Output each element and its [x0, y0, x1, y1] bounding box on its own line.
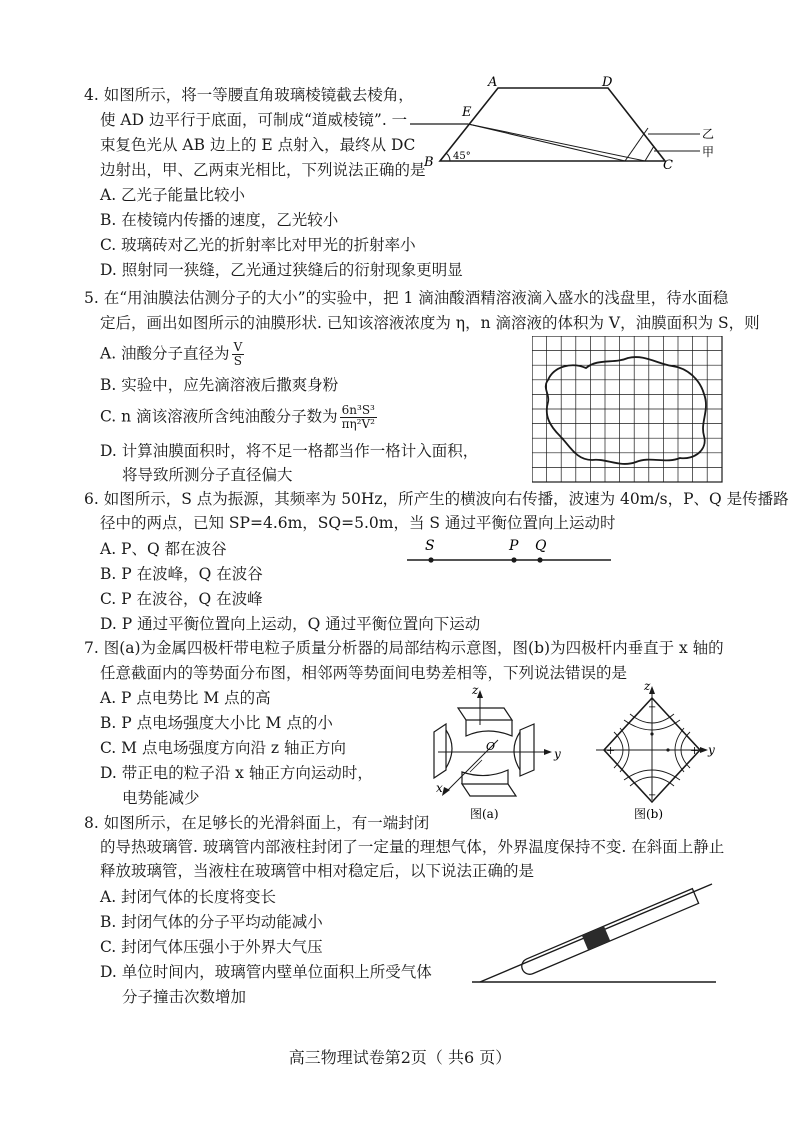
q8-stem-line-1: 8. 如图所示，在足够长的光滑斜面上，有一端封闭: [84, 814, 430, 832]
q7-fig-b-caption: 图(b): [634, 807, 664, 820]
q7-option-d: D. 带正电的粒子沿 x 轴正方向运动时，: [100, 764, 373, 782]
q4-label-a: A: [488, 76, 498, 90]
q7-option-a: A. P 点电势比 M 点的高: [100, 689, 271, 707]
q4-label-c: C: [663, 158, 673, 173]
q4-option-b: B. 在棱镜内传播的速度，乙光较小: [100, 211, 339, 229]
page-footer: 高三物理试卷第2页（ 共6 页）: [288, 1048, 512, 1067]
q5-option-c-fraction: [340, 404, 377, 431]
q4-stem-line-2: 使 AD 边平行于底面，可制成“道威棱镜”. 一: [100, 111, 408, 129]
q5-option-c-denominator: πη²V²: [341, 417, 375, 431]
q5-option-d-line-1: D. 计算油膜面积时，将不足一格都当作一格计入面积，: [100, 442, 479, 460]
q5-oil-film-grid: [532, 336, 724, 484]
q6-stem-line-1: 6. 如图所示，S 点为振源，其频率为 50Hz，所产生的横波向右传播，波速为 40m/s，P、Q 是传播路: [84, 490, 789, 508]
q7-stem-line-1: 7. 图(a)为金属四极杆带电粒子质量分析器的局部结构示意图，图(b)为四极杆内垂直于 x 轴的: [84, 639, 724, 657]
q7-b-label-z: z: [644, 680, 651, 693]
q7-a-label-y: y: [554, 747, 561, 761]
q5-option-a-fraction: [232, 341, 245, 368]
q4-label-angle: 45°: [453, 151, 471, 162]
q4-stem-line-4: 边射出，甲、乙两束光相比，下列说法正确的是: [100, 161, 426, 179]
q5-option-a-denominator: S: [233, 354, 243, 368]
q5-option-c-text: C. n 滴该溶液所含纯油酸分子数为: [100, 407, 338, 426]
q5-option-c-numerator: 6n³S³: [340, 404, 377, 418]
q4-label-jia: 甲: [702, 145, 715, 159]
q7-a-label-x: x: [436, 781, 443, 795]
q5-stem-line-2: 定后，画出如图所示的油膜形状. 已知该溶液浓度为 η，n 滴溶液的体积为 V，油膜面积为 S，则: [100, 314, 760, 332]
q4-option-d: D. 照射同一狭缝，乙光通过狭缝后的衍射现象更明显: [100, 261, 463, 279]
q5-option-a-numerator: V: [233, 340, 243, 354]
svg-text:+: +: [690, 744, 700, 757]
q7-option-c: C. M 点电场强度方向沿 z 轴正方向: [100, 739, 346, 757]
q6-option-b: B. P 在波峰，Q 在波谷: [100, 565, 263, 583]
q7-option-d-cont: 电势能减少: [122, 789, 200, 807]
q8-stem-line-3: 释放玻璃管，当液柱在玻璃管中相对稳定后，以下说法正确的是: [100, 862, 535, 880]
q6-label-p: P: [509, 538, 519, 554]
q4-label-d: D: [602, 76, 613, 90]
q6-label-s: S: [425, 538, 435, 554]
q6-wave-line-figure: [405, 536, 615, 572]
svg-text:+: +: [606, 744, 616, 757]
q6-option-c: C. P 在波谷，Q 在波峰: [100, 590, 263, 608]
q4-label-e: E: [462, 105, 472, 120]
q4-option-a: A. 乙光子能量比较小: [100, 186, 246, 204]
q8-option-d-cont: 分子撞击次数增加: [122, 988, 247, 1006]
q7-figure-a: [418, 680, 568, 820]
q5-option-c: [100, 404, 379, 431]
q8-option-b: B. 封闭气体的分子平均动能减小: [100, 913, 323, 931]
q7-stem-line-2: 任意截面内的等势面分布图，相邻两等势面间电势差相等，下列说法错误的是: [100, 664, 628, 682]
q7-b-label-y: y: [708, 743, 715, 757]
q4-stem-line-3: 束复色光从 AB 边上的 E 点射入，最终从 DC: [100, 136, 416, 154]
q5-option-d-line-2: 将导致所测分子直径偏大: [122, 466, 293, 484]
q7-fig-a-caption: 图(a): [470, 807, 499, 820]
q7-a-label-z: z: [472, 683, 479, 697]
q6-option-a: A. P、Q 都在波谷: [100, 540, 227, 558]
q6-label-q: Q: [535, 538, 547, 554]
q7-option-b: B. P 点电场强度大小比 M 点的小: [100, 714, 333, 732]
q8-stem-line-2: 的导热玻璃管. 玻璃管内部液柱封闭了一定量的理想气体，外界温度保持不变. 在斜面上静止: [100, 838, 725, 856]
q4-prism-figure: [410, 76, 720, 176]
q8-incline-tube-figure: [470, 876, 720, 986]
q5-oil-film-outline: [546, 357, 706, 464]
q5-option-a-text: A. 油酸分子直径为: [100, 344, 230, 363]
q4-stem-line-1: 4. 如图所示，将一等腰直角玻璃棱镜截去棱角，: [84, 86, 414, 104]
q6-option-d: D. P 通过平衡位置向上运动，Q 通过平衡位置向下运动: [100, 615, 481, 633]
q7-figure-b: [590, 680, 720, 820]
svg-text:−: −: [648, 790, 657, 801]
q8-option-a: A. 封闭气体的长度将变长: [100, 888, 277, 906]
q4-label-b: B: [424, 155, 434, 170]
q6-stem-line-2: 径中的两点，已知 SP=4.6m，SQ=5.0m，当 S 通过平衡位置向上运动时: [100, 514, 616, 532]
svg-text:−: −: [648, 702, 657, 713]
q4-label-yi: 乙: [702, 127, 715, 141]
q5-option-b: B. 实验中，应先滴溶液后撒爽身粉: [100, 376, 339, 394]
q5-stem-line-1: 5. 在“用油膜法估测分子的大小”的实验中，把 1 滴油酸酒精溶液滴入盛水的浅盘里，待水面稳: [84, 289, 729, 307]
q7-a-label-o: O: [486, 740, 496, 753]
q8-option-c: C. 封闭气体压强小于外界大气压: [100, 938, 323, 956]
q5-option-a: [100, 341, 246, 368]
q8-option-d: D. 单位时间内，玻璃管内壁单位面积上所受气体: [100, 963, 432, 981]
q4-option-c: C. 玻璃砖对乙光的折射率比对甲光的折射率小: [100, 236, 416, 254]
